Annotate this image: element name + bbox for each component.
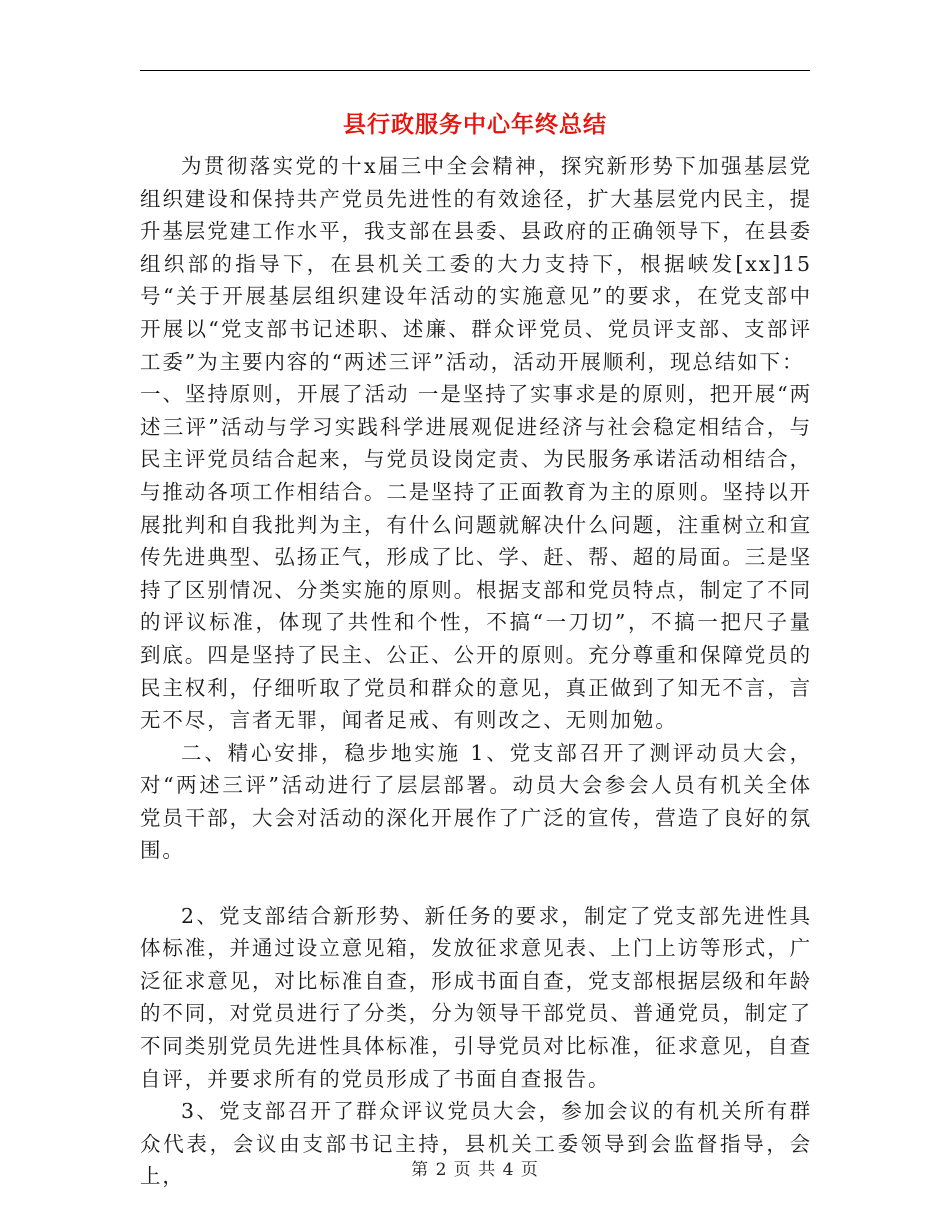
document-title: 县行政服务中心年终总结 — [343, 111, 607, 138]
paragraph-item-three: 3、党支部召开了群众评议党员大会，参加会议的有机关所有群众代表，会议由支部书记主持，县机关工委领导到会监督指导，会上， — [140, 1099, 812, 1189]
paragraph-section-one: 一、坚持原则，开展了活动 一是坚持了实事求是的原则，把开展“两述三评”活动与学习实践科学进展观促进经济与社会稳定相结合，与民主评党员结合起来，与党员设岗定责、为民服务承诺活动相结合，与推动各项工作相结合。二是坚持了正面教育为主的原则。坚持以开展批判和自我批判为主，有什么问题就解决什么问题，注重树立和宣传先进典型、弘扬正气，形成了比、学、赶、帮、超的局面。三是坚持了区别情况、分类实施的原则。根据支部和党员特点，制定了不同的评议标准，体现了共性和个性，不搞“一刀切”，不搞一把尺子量到底。四是坚持了民主、公正、公开的原则。充分尊重和保障党员的民主权利，仔细听取了党员和群众的意见，真正做到了知无不言，言无不尽，言者无罪，闻者足戒、有则改之、无则加勉。 — [140, 382, 812, 733]
document-body — [140, 150, 812, 1193]
header-rule — [140, 70, 810, 71]
paragraph-item-two: 2、党支部结合新形势、新任务的要求，制定了党支部先进性具体标准，并通过设立意见箱，发放征求意见表、上门上访等形式，广泛征求意见，对比标准自查，形成书面自查，党支部根据层级和年龄的不同，对党员进行了分类，分为领导干部党员、普通党员，制定了不同类别党员先进性具体标准，引导党员对比标准，征求意见，自查自评，并要求所有的党员形成了书面自查报告。 — [140, 903, 812, 1091]
page-number: 第 2 页 共 4 页 — [411, 1160, 539, 1180]
paragraph-intro: 为贯彻落实党的十x届三中全会精神，探究新形势下加强基层党组织建设和保持共产党员先进性的有效途径，扩大基层党内民主，提升基层党建工作水平，我支部在县委、县政府的正确领导下，在县委组织部的指导下，在县机关工委的大力支持下，根据峡发[xx]15号“关于开展基层组织建设年活动的实施意见”的要求，在党支部中开展以“党支部书记述职、述廉、群众评党员、党员评支部、支部评工委”为主要内容的“两述三评”活动，活动开展顺利，现总结如下： — [140, 154, 812, 374]
paragraph-section-two: 二、精心安排，稳步地实施 1、党支部召开了测评动员大会，对“两述三评”活动进行了层层部署。动员大会参会人员有机关全体党员干部，大会对活动的深化开展作了广泛的宣传，营造了良好的氛围。 — [140, 740, 812, 863]
